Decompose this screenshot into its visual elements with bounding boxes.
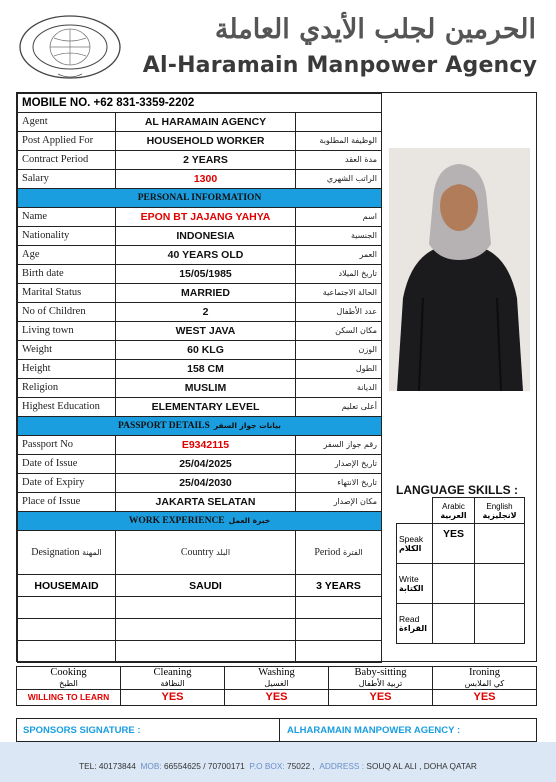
skills-value-row [17,690,537,706]
skill-name-arabic: الطبخ [59,679,78,688]
skill-value: YES [121,690,225,706]
field-label-arabic: الديانة [296,379,382,398]
header [0,0,556,92]
field-value: 2 [116,303,296,322]
skill-name-arabic: النظافة [160,679,185,688]
work-header-row [18,531,382,575]
arabic-level [433,604,475,644]
english-column-label: English [486,501,513,511]
personal-row [18,303,382,322]
field-value: 60 KLG [116,341,296,360]
skills-header-row [17,667,537,690]
field-label: No of Children [18,303,116,322]
field-label: Place of Issue [18,493,116,512]
english-column-label-arabic: لانجليزية [482,510,517,520]
work-experience-row [18,575,382,597]
top-row [18,113,382,132]
work-section-header [18,512,382,531]
language-skill-label: Read [399,614,420,624]
field-label: Weight [18,341,116,360]
field-value: 25/04/2030 [116,474,296,493]
address-value: SOUQ AL ALI , DOHA QATAR [366,761,477,771]
field-label: Birth date [18,265,116,284]
skill-name-arabic: تربية الأطفال [358,679,403,688]
field-value: WEST JAVA [116,322,296,341]
field-label: Marital Status [18,284,116,303]
field-value: E9342115 [116,436,296,455]
language-skill-label: Speak [399,534,424,544]
field-label-arabic [296,113,382,132]
field-label-arabic: الحالة الاجتماعية [296,284,382,303]
field-label: Agent [18,113,116,132]
personal-row [18,360,382,379]
agency-signature-label: ALHARAMAIN MANPOWER AGENCY : [287,725,461,736]
agency-logo [18,14,122,80]
field-label-arabic: تاريخ الإصدار [296,455,382,474]
personal-row [18,227,382,246]
top-row [18,132,382,151]
skill-name: Baby-sitting [354,667,407,678]
field-label-arabic: اسم [296,208,382,227]
field-label: Age [18,246,116,265]
designation-header: Designation [31,546,80,558]
skills-table [16,666,537,706]
language-skill-label-arabic: الكلام [399,544,422,553]
passport-row [18,493,382,512]
field-label-arabic: الطول [296,360,382,379]
field-value: 1300 [116,170,296,189]
agency-title-english: Al-Haramain Manpower Agency [142,53,538,78]
personal-row [18,208,382,227]
field-value: AL HARAMAIN AGENCY [116,113,296,132]
cv-table [17,93,382,663]
language-row [397,524,525,564]
field-label-arabic: تاريخ الميلاد [296,265,382,284]
field-value: JAKARTA SELATAN [116,493,296,512]
language-skills-table [396,497,525,644]
language-skill-label-arabic: الكتابة [399,584,424,593]
field-label-arabic: مكان الإصدار [296,493,382,512]
field-value: MUSLIM [116,379,296,398]
tel-label: TEL: [79,761,97,771]
language-skills-title: LANGUAGE SKILLS : [396,483,518,497]
english-level [475,564,525,604]
english-level [475,524,525,564]
personal-row [18,284,382,303]
personal-row [18,265,382,284]
footer [0,742,556,782]
field-value: 40 YEARS OLD [116,246,296,265]
field-value: 25/04/2025 [116,455,296,474]
passport-row [18,436,382,455]
language-skill-label-arabic: القراءة [399,624,428,633]
field-label: Passport No [18,436,116,455]
field-label: Salary [18,170,116,189]
field-label-arabic: الجنسية [296,227,382,246]
period-header: Period [314,546,341,558]
tel-value: 40173844 [98,761,136,771]
field-value: ELEMENTARY LEVEL [116,398,296,417]
passport-row [18,455,382,474]
signature-box [16,718,537,742]
field-label-arabic: الراتب الشهري [296,170,382,189]
arabic-column-label-arabic: العربية [440,510,467,520]
arabic-column-label: Arabic [442,501,465,511]
mobile-number: MOBILE NO. +62 831-3359-2202 [18,94,382,113]
sponsor-signature-label: SPONSORS SIGNATURE : [23,725,141,736]
personal-section-header [18,189,382,208]
top-row [18,170,382,189]
passport-section-header [18,417,382,436]
personal-row [18,246,382,265]
language-row [397,564,525,604]
field-label: Religion [18,379,116,398]
passport-row [18,474,382,493]
passport-section-title: PASSPORT DETAILS [118,421,210,431]
field-value: MARRIED [116,284,296,303]
field-label: Living town [18,322,116,341]
arabic-level [433,564,475,604]
designation-header-arabic: المهنة [82,547,102,557]
period-header-arabic: الفترة [342,547,363,557]
english-level [475,604,525,644]
work-empty-row [18,597,382,619]
field-value: 158 CM [116,360,296,379]
work-section-title-arabic: خبرة العمل [228,516,271,525]
field-label-arabic: الوزن [296,341,382,360]
country-header: Country [180,546,214,558]
field-value: HOUSEHOLD WORKER [116,132,296,151]
work-period: 3 YEARS [296,575,382,597]
arabic-level: YES [433,524,475,564]
field-label-arabic: مكان السكن [296,322,382,341]
skill-value: YES [433,690,537,706]
field-label: Date of Issue [18,455,116,474]
country-header-arabic: البلد [216,547,231,557]
skill-name: Washing [258,667,295,678]
language-header-row [397,498,525,524]
skill-value: WILLING TO LEARN [17,690,121,706]
field-label: Date of Expiry [18,474,116,493]
candidate-photo [389,148,530,391]
address-label: ADDRESS : [319,761,365,771]
po-box-label: P.O BOX: [249,761,285,771]
field-label: Highest Education [18,398,116,417]
skill-name: Cooking [50,667,87,678]
language-skill-label: Write [399,574,419,584]
field-label: Height [18,360,116,379]
signature-divider [279,719,280,743]
mobile-row [18,94,382,113]
work-country: SAUDI [116,575,296,597]
skill-name-arabic: كي الملابس [464,679,505,688]
top-row [18,151,382,170]
mob-value: 66554625 / 70700171 [164,761,245,771]
skill-name: Cleaning [153,667,192,678]
field-label: Post Applied For [18,132,116,151]
field-label-arabic: رقم جواز السفر [296,436,382,455]
field-label: Nationality [18,227,116,246]
skill-value: YES [329,690,433,706]
field-value: 2 YEARS [116,151,296,170]
personal-row [18,379,382,398]
work-designation: HOUSEMAID [18,575,116,597]
field-value: INDONESIA [116,227,296,246]
work-empty-row [18,641,382,663]
po-box-value: 75022 , [287,761,315,771]
field-label: Name [18,208,116,227]
field-label-arabic: أعلى تعليم [296,398,382,417]
work-empty-row [18,619,382,641]
field-value: EPON BT JAJANG YAHYA [116,208,296,227]
agency-title-arabic: الحرمين لجلب الأيدي العاملة [214,14,536,45]
field-value: 15/05/1985 [116,265,296,284]
field-label-arabic: الوظيفة المطلوبة [296,132,382,151]
footer-contact [0,761,556,771]
field-label-arabic: تاريخ الانتهاء [296,474,382,493]
mob-label: MOB: [140,761,162,771]
passport-section-title-arabic: بيانات جواز السفر [213,421,281,430]
field-label: Contract Period [18,151,116,170]
personal-section-title: PERSONAL INFORMATION [18,189,382,208]
field-label-arabic: مدة العقد [296,151,382,170]
skill-name-arabic: الغسيل [264,679,289,688]
personal-row [18,341,382,360]
personal-row [18,398,382,417]
skill-name: Ironing [469,667,500,678]
field-label-arabic: العمر [296,246,382,265]
language-row [397,604,525,644]
personal-row [18,322,382,341]
work-section-title: WORK EXPERIENCE [128,516,225,526]
skill-value: YES [225,690,329,706]
field-label-arabic: عدد الأطفال [296,303,382,322]
